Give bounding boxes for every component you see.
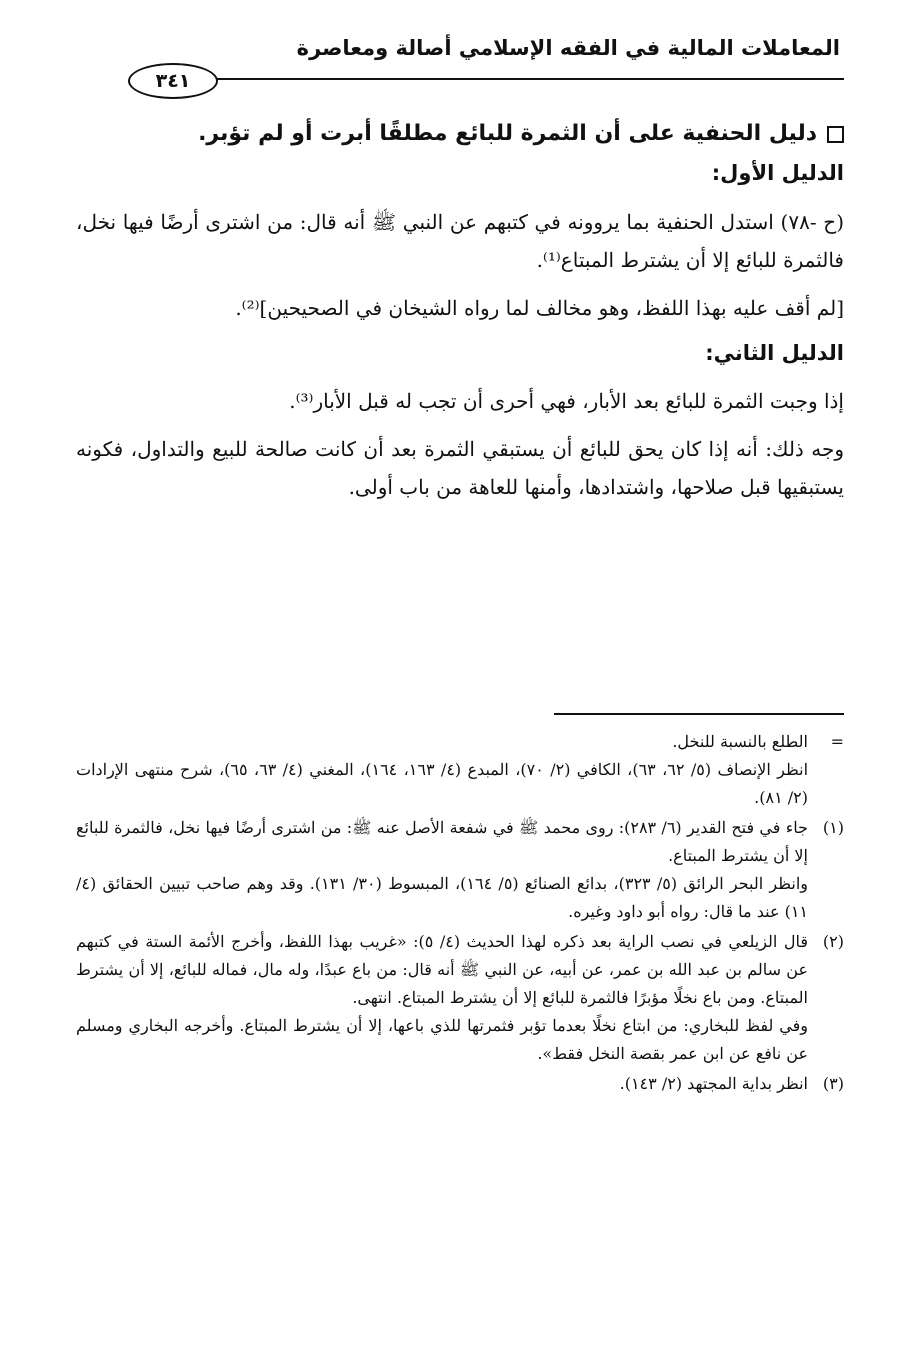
main-text (76, 116, 844, 516)
explanation-paragraph: وجه ذلك: أنه إذا كان يحق للبائع أن يستبقي الثمرة بعد أن كانت صالحة للبيع والتداول، فكونه يستبقيها قبل صلاحها، واشتدادها، وأمنها للعاهة من باب أولى. (76, 437, 844, 500)
page-number: ٣٤١ (155, 70, 191, 92)
first-proof-text: (ح -٧٨) استدل الحنفية بما يروونه في كتبهم عن النبي ﷺ أنه قال: من اشترى أرضًا فيها نخل، فالثمرة للبائع إلا أن يشترط المبتاع⁽¹⁾. (76, 209, 844, 272)
checkbox-icon (827, 126, 844, 143)
first-proof-title: الدليل الأول: (711, 161, 844, 186)
footnote-marker: (٣) (822, 1074, 844, 1093)
first-proof-note: [لم أقف عليه بهذا اللفظ، وهو مخالف لما رواه الشيخان في الصحيحين]⁽²⁾. (235, 295, 844, 320)
footnote-line: جاء في فتح القدير (٦/ ٢٨٣): روى محمد ﷺ في شفعة الأصل عنه ﷺ: من اشترى أرضًا فيها نخل، فالثمرة للبائع إلا أن يشترط المبتاع. (76, 818, 808, 865)
footnotes (76, 728, 844, 1100)
footnote-line: انظر بداية المجتهد (٢/ ١٤٣). (619, 1074, 808, 1093)
footnote-line: قال الزيلعي في نصب الراية بعد ذكره لهذا الحديث (٤/ ٥): «غريب بهذا اللفظ، وأخرج الأئمة الستة في كتبهم عن سالم بن عبد الله بن عمر، عن أبيه، عن النبي ﷺ أنه قال: من باع عبدًا، وله مال، فماله للبائع، إلا أن يشترط المبتاع. ومن باع نخلًا مؤبرًا فالثمرة للبائع إلا أن يشترط المبتاع. انتهى. (76, 932, 808, 1007)
running-title: المعاملات المالية في الفقه الإسلامي أصالة ومعاصرة (296, 36, 840, 60)
second-proof-text: إذا وجبت الثمرة للبائع بعد الأبار، فهي أحرى أن تجب له قبل الأبار⁽³⁾. (289, 389, 844, 414)
footnote-separator (554, 713, 844, 715)
footnote-marker: = (830, 732, 844, 751)
footnote-line: وفي لفظ للبخاري: من ابتاع نخلًا بعدما تؤبر فثمرتها للذي باعها، إلا أن يشترط المبتاع. وأخرجه البخاري ومسلم عن نافع عن ابن عمر بقصة النخل فقط». (76, 1016, 808, 1063)
footnote (76, 728, 844, 812)
section-heading (76, 116, 844, 151)
footnote-line: وانظر البحر الرائق (٥/ ٣٢٣)، بدائع الصنائع (٥/ ١٦٤)، المبسوط (٣٠/ ١٣١). وقد وهم صاحب تبيين الحقائق (٤/ ١١) عند ما قال: رواه أبو داود وغيره. (76, 874, 808, 921)
footnote-marker: (١) (822, 818, 844, 837)
section-heading-text: دليل الحنفية على أن الثمرة للبائع مطلقًا أبرت أو لم تؤبر. (198, 121, 817, 146)
footnote (76, 928, 844, 1068)
header-rule (215, 78, 844, 80)
footnote-line: انظر الإنصاف (٥/ ٦٢، ٦٣)، الكافي (٢/ ٧٠)، المبدع (٤/ ١٦٣، ١٦٤)، المغني (٤/ ٦٣، ٦٥)، شرح منتهى الإرادات (٢/ ٨١). (76, 760, 809, 807)
footnote (76, 814, 844, 926)
second-proof-title: الدليل الثاني: (705, 340, 844, 365)
footnote (76, 1070, 844, 1098)
footnote-line: الطلع بالنسبة للنخل. (672, 732, 808, 751)
footnote-marker: (٢) (822, 932, 844, 951)
page-number-badge (128, 63, 218, 99)
